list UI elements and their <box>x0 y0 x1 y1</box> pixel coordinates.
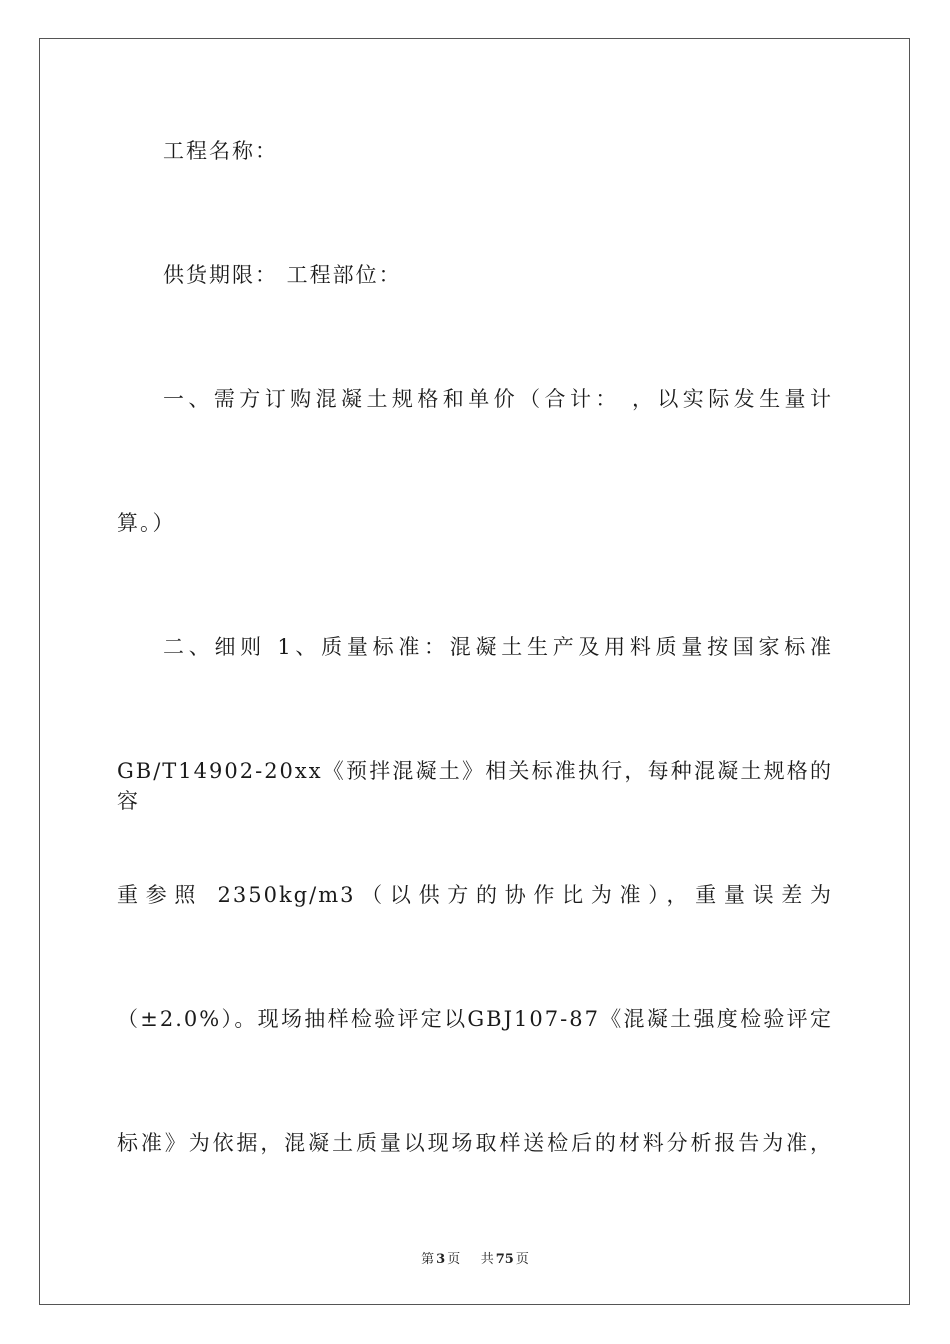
section-two-line-2: GB/T14902-20xx《预拌混凝土》相关标准执行，每种混凝土规格的容 <box>117 759 833 813</box>
total-suffix: 页 <box>515 1252 529 1267</box>
page-prefix: 第 <box>421 1252 435 1267</box>
section-one-line-1: 一、需方订购混凝土规格和单价（合计： ，以实际发生量计 <box>163 387 833 411</box>
page-number: 3 <box>436 1252 446 1267</box>
section-two-line-4: （±2.0%）。现场抽样检验评定以GBJ107-87《混凝土强度检验评定 <box>117 1007 833 1031</box>
page-footer <box>0 1248 950 1267</box>
project-name-line: 工程名称： <box>163 139 278 163</box>
section-one-line-2: 算。） <box>117 511 176 535</box>
supply-period-line: 供货期限： 工程部位： <box>163 263 402 287</box>
page-suffix: 页 <box>447 1252 461 1267</box>
section-two-line-5: 标准》为依据，混凝土质量以现场取样送检后的材料分析报告为准， <box>117 1131 833 1155</box>
total-prefix: 共 <box>480 1252 494 1267</box>
section-two-line-1: 二、细则 1、质量标准：混凝土生产及用料质量按国家标准 <box>163 635 833 659</box>
section-two-line-3: 重参照 2350kg/m3（以供方的协作比为准），重量误差为 <box>117 883 833 907</box>
total-pages: 75 <box>495 1252 514 1267</box>
page-frame <box>39 38 910 1305</box>
